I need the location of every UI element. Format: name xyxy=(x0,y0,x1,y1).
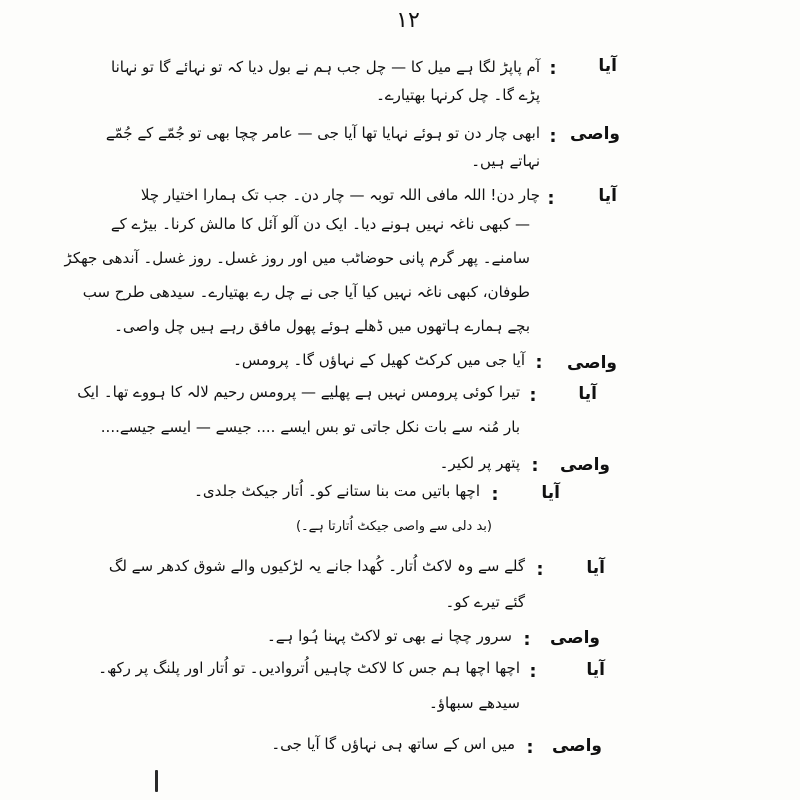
speaker-wasi: واصی xyxy=(549,628,600,648)
dialogue-line: سرور چچا نے بھی تو لاکٹ پہنا ہُوا ہے۔ xyxy=(266,627,512,645)
dialogue-line: تیرا کوئی پرومس نہیں ہے پھلیے — پرومس رحیم لالہ کا ہووے تھا۔ ایک xyxy=(77,383,520,401)
speaker-colon: : xyxy=(526,737,534,758)
dialogue-line: طوفان، کبھی ناغہ نہیں کیا آیا جی نے چل رے بھتیارے۔ سیدھی طرح سب xyxy=(82,283,530,301)
speaker-colon: : xyxy=(523,629,531,650)
speaker-aaya: آیا xyxy=(586,558,605,578)
speaker-colon: : xyxy=(549,126,557,147)
dialogue-line: اچھا اچھا ہم جس کا لاکٹ چاہیں اُتروادیں۔ تو اُتار اور پلنگ پر رکھ۔ xyxy=(98,659,520,677)
speaker-colon: : xyxy=(529,385,537,406)
speaker-colon: : xyxy=(531,455,539,476)
dialogue-line: نہاتے ہیں۔ xyxy=(471,152,540,170)
dialogue-line: پڑے گا۔ چل کرنہا بھتیارے۔ xyxy=(376,86,540,104)
page-edge-mark xyxy=(155,770,158,792)
speaker-aaya: آیا xyxy=(598,56,617,76)
dialogue-line: میں اس کے ساتھ ہی نہاؤں گا آیا جی۔ xyxy=(271,735,515,753)
dialogue-line: بچے ہمارے ہاتھوں میں ڈھلے ہوئے پھول مافق رہے ہیں چل واصی۔ xyxy=(114,317,530,335)
speaker-wasi: واصی xyxy=(569,124,620,144)
speaker-colon: : xyxy=(529,661,537,682)
dialogue-line: ابھی چار دن تو ہوئے نہایا تھا آیا جی — عامر چچا بھی تو جُمّے کے جُمّے xyxy=(105,124,540,142)
dialogue-line: بار مُنہ سے بات نکل جاتی تو بس ایسے .... جیسے — ایسے جیسے.... xyxy=(100,418,520,436)
speaker-wasi: واصی xyxy=(551,736,602,756)
speaker-aaya: آیا xyxy=(541,483,560,503)
speaker-colon: : xyxy=(491,484,499,505)
speaker-aaya: آیا xyxy=(586,660,605,680)
dialogue-line: سامنے۔ پھر گرم پانی حوضاٹب میں اور روز غسل۔ روز غسل۔ آندھی جھکڑ xyxy=(64,249,530,267)
speaker-aaya: آیا xyxy=(578,384,597,404)
speaker-colon: : xyxy=(535,352,543,373)
speaker-colon: : xyxy=(549,58,557,79)
speaker-wasi: واصی xyxy=(559,455,610,475)
dialogue-line: — کبھی ناغہ نہیں ہونے دیا۔ ایک دن آلو آئل کا مالش کرنا۔ بیڑے کے xyxy=(110,215,530,233)
speaker-colon: : xyxy=(547,188,555,209)
dialogue-line: پتھر پر لکیر۔ xyxy=(439,454,520,472)
dialogue-line: چار دن! اللہ مافی اللہ توبہ — چار دن۔ جب تک ہمارا اختیار چلا xyxy=(140,186,540,204)
dialogue-line: گلے سے وہ لاکٹ اُتار۔ کُھدا جانے یہ لڑکیوں والے شوق کدھر سے لگ xyxy=(108,557,525,575)
dialogue-line: سیدھے سبھاؤ۔ xyxy=(428,694,520,712)
page-number: ۱۲ xyxy=(396,8,420,33)
dialogue-line: آیا جی میں کرکٹ کھیل کے نہاؤں گا۔ پرومس۔ xyxy=(233,351,525,369)
speaker-wasi: واصی xyxy=(566,353,617,373)
speaker-colon: : xyxy=(536,559,544,580)
dialogue-line: گئے تیرے کو۔ xyxy=(445,593,525,611)
speaker-aaya: آیا xyxy=(598,186,617,206)
stage-direction: (بد دلی سے واصی جیکٹ اُتارتا ہے۔) xyxy=(295,519,492,534)
dialogue-line: اچھا باتیں مت بنا ستانے کو۔ اُتار جیکٹ جلدی۔ xyxy=(194,482,480,500)
dialogue-line: آم پاپڑ لگا ہے میل کا — چل جب ہم نے بول دیا کہ تو نہائے گا تو نہانا xyxy=(111,58,540,76)
